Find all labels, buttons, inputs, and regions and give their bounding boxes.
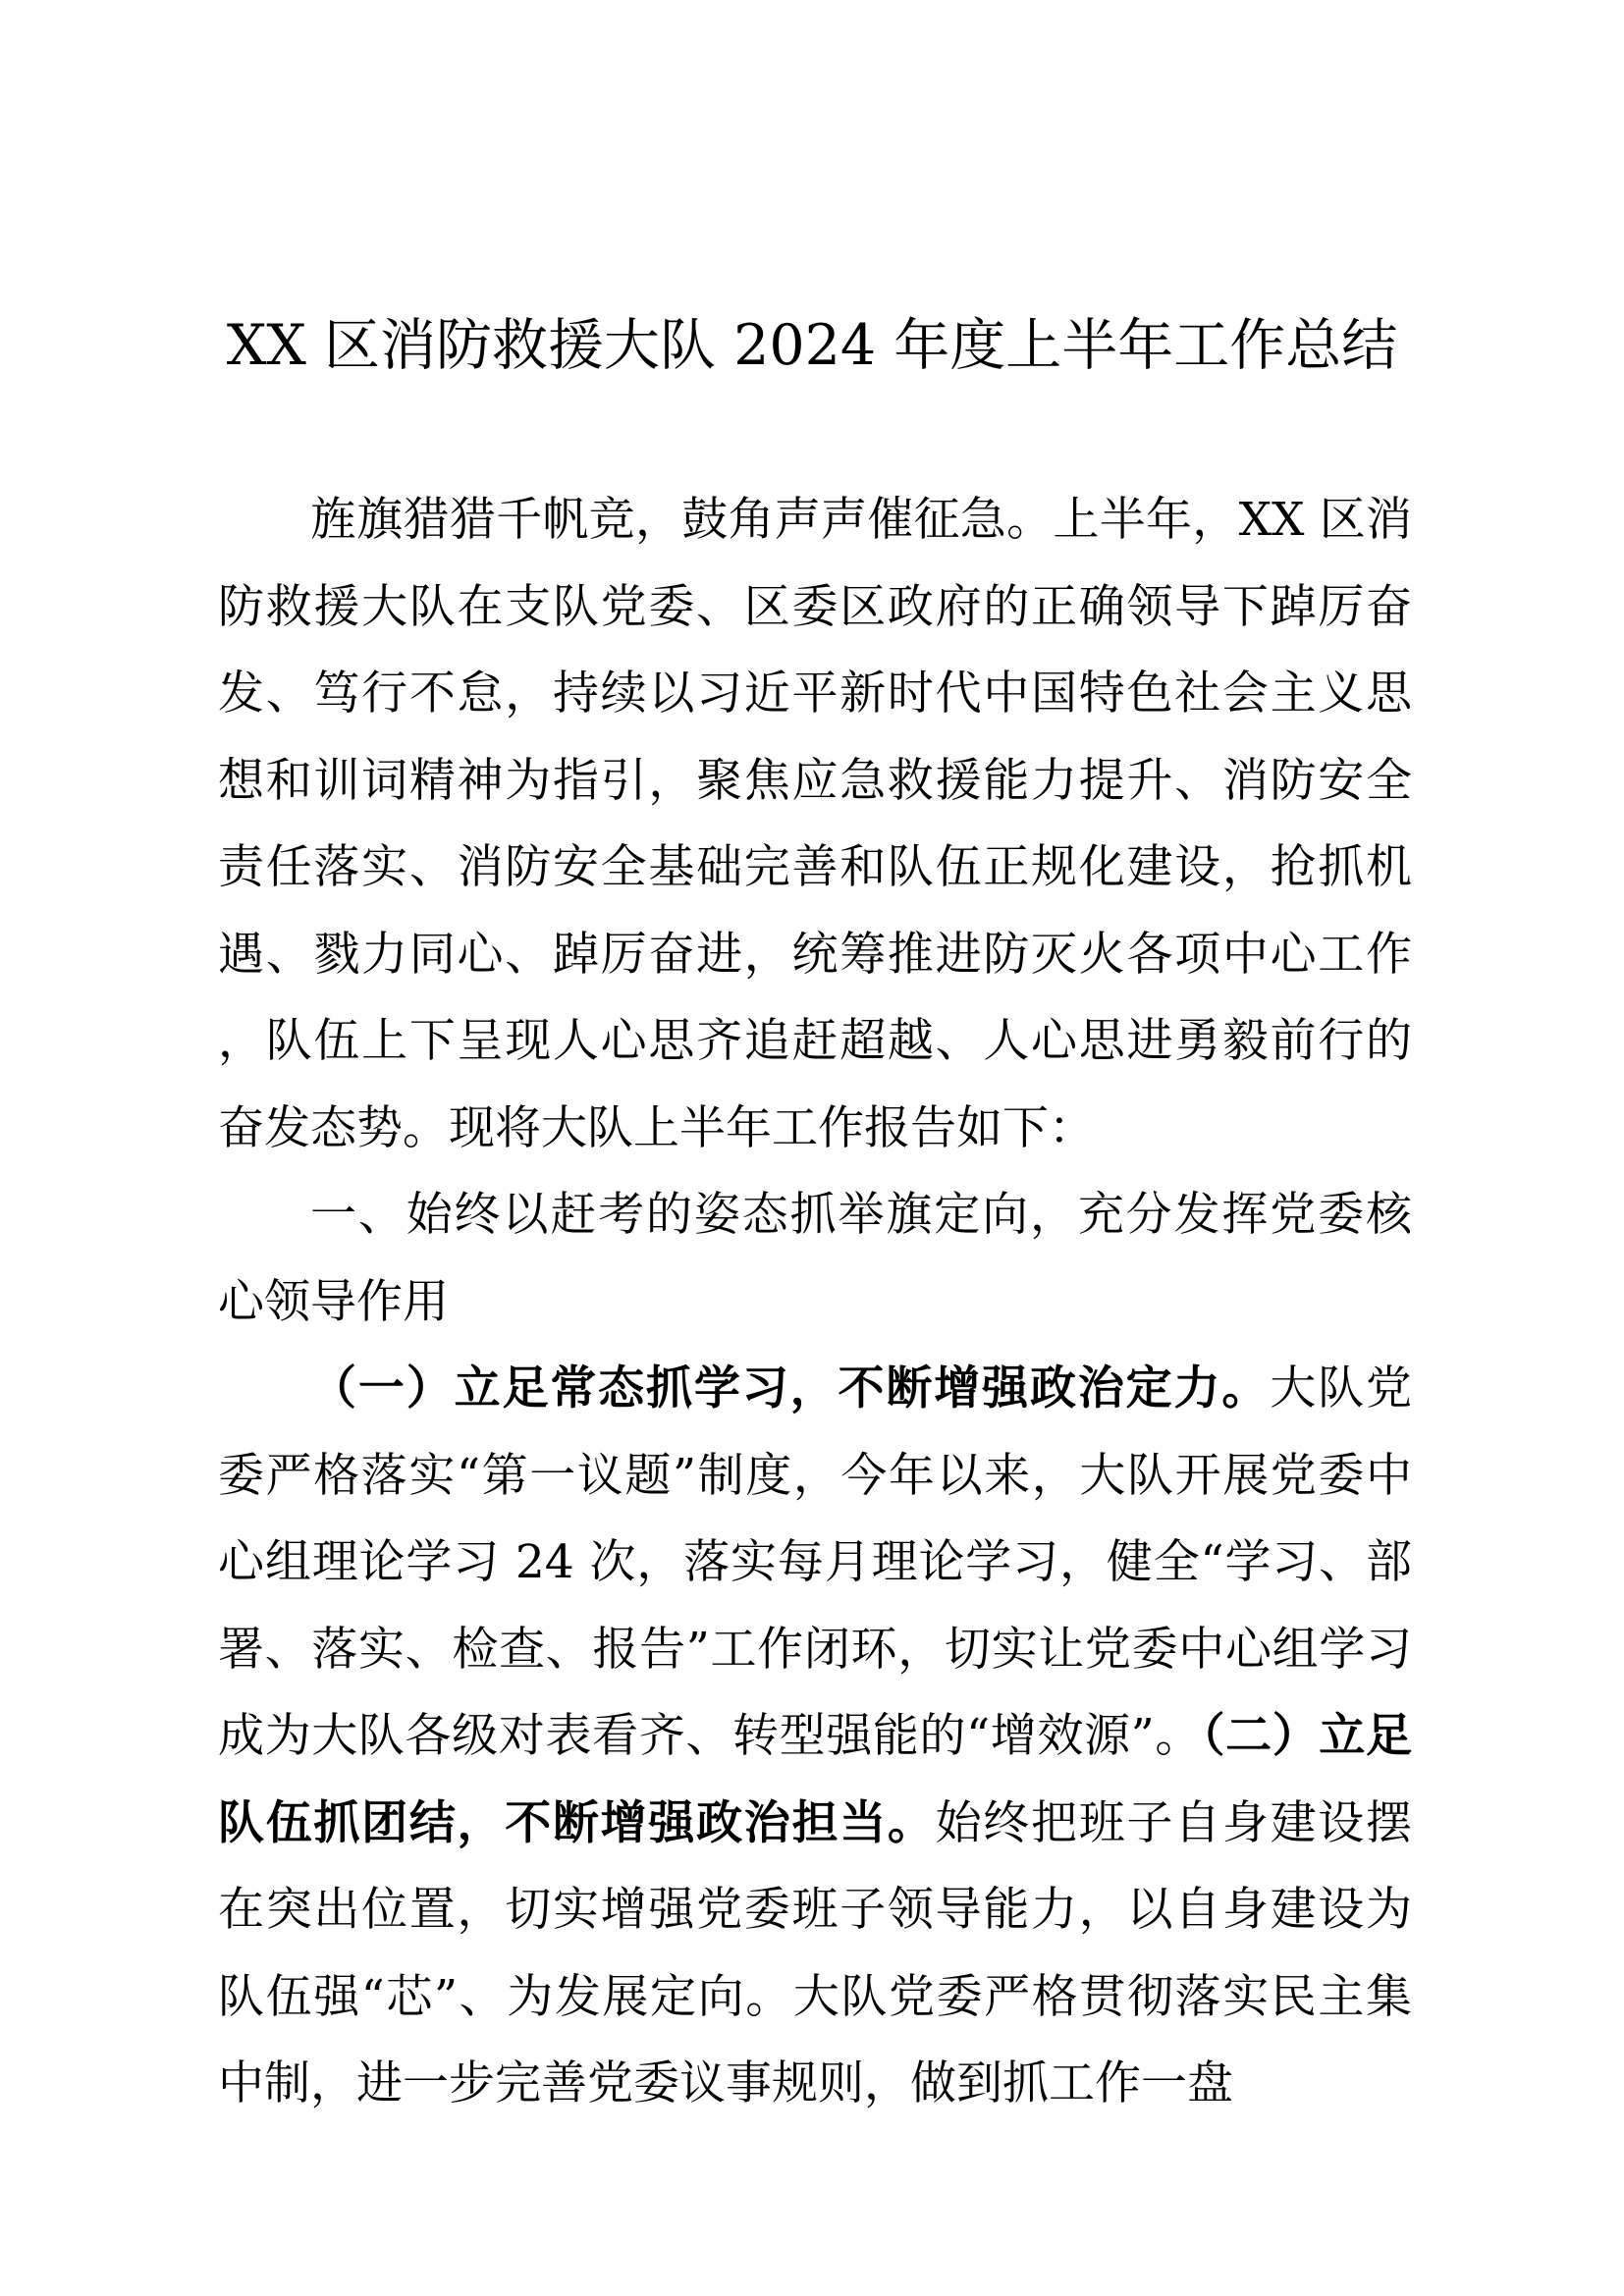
section-heading: 一、始终以赶考的姿态抓举旗定向，充分发挥党委核心领导作用 xyxy=(218,1188,1412,1329)
subsection-text-2: 始终把班子自身建设摆在突出位置，切实增强党委班子领导能力，以自身建设为队伍强“芯”、为发展定向。大队党委严格贯彻落实民主集中制，进一步完善党委议事规则，做到抓工作一盘 xyxy=(218,1795,1412,2110)
document-title: XX 区消防救援大队 2024 年度上半年工作总结 xyxy=(226,313,1398,378)
subsection-heading-2: （二）立足队伍抓团结，不断增强政治担当。 xyxy=(218,1709,1412,1850)
subsection-heading-1: （一）立足常态抓学习，不断增强政治定力。 xyxy=(310,1362,1271,1415)
intro-paragraph: 旌旗猎猎千帆竞，鼓角声声催征急。上半年，XX 区消防救援大队在支队党委、区委区政府的正确领导下踔厉奋发、笃行不怠，持续以习近平新时代中国特色社会主义思想和训词精神为指引，聚焦应急救援能力提升、消防安全责任落实、消防安全基础完善和队伍正规化建设，抢抓机遇、戮力同心、踔厉奋进，统筹推进防灭火各项中心工作，队伍上下呈现人心思齐追赶超越、人心思进勇毅前行的奋发态势。现将大队上半年工作报告如下： xyxy=(218,493,1412,1155)
subsection-paragraph xyxy=(218,1346,1412,2128)
subsection-text-1: 大队党委严格落实“第一议题”制度，今年以来，大队开展党委中心组理论学习 24 次，落实每月理论学习，健全“学习、部署、落实、检查、报告”工作闭环，切实让党委中心组学习成为大队各级对表看齐、转型强能的“增效源”。 xyxy=(218,1362,1413,1763)
document-body xyxy=(218,477,1412,2128)
